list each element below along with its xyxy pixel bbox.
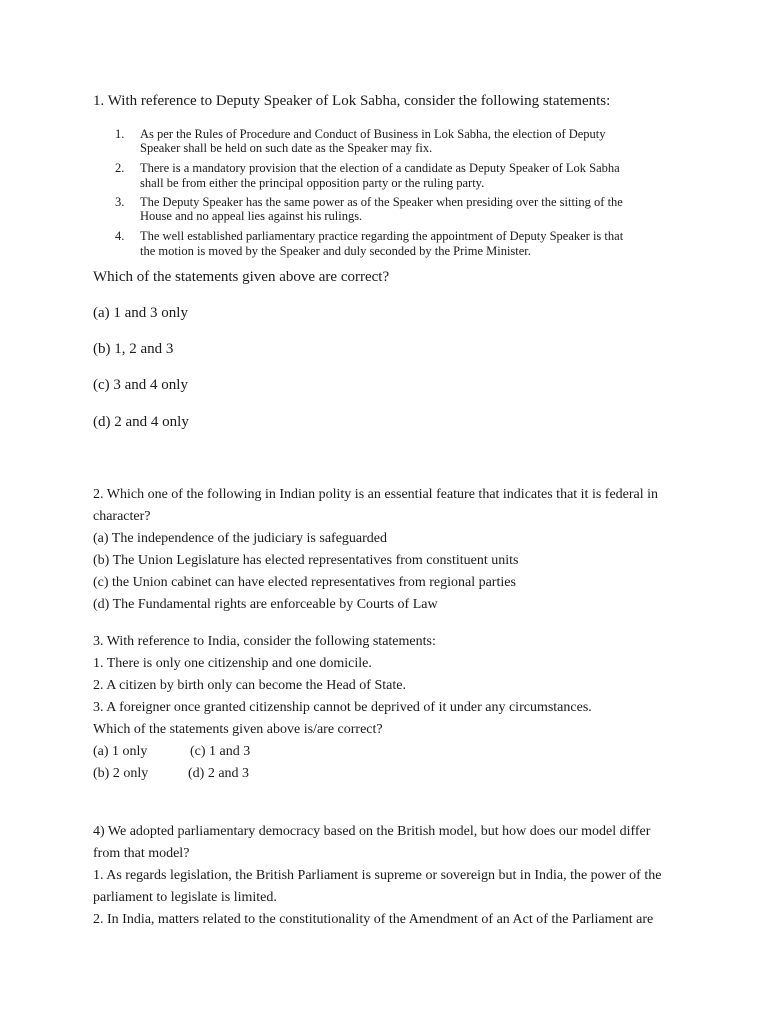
q3-question: Which of the statements given above is/are correct? <box>93 722 383 737</box>
q3-option-d: (d) 2 and 3 <box>188 766 250 781</box>
q1-option-c: (c) 3 and 4 only <box>93 377 188 393</box>
q4-stem-cont: from that model? <box>93 846 190 861</box>
q3-statement: 3. A foreigner once granted citizenship cannot be deprived of it under any circumstances. <box>93 700 592 715</box>
q3-option-a: (a) 1 only <box>93 744 148 759</box>
q1-statement-text-cont: Speaker shall be held on such date as the Speaker may fix. <box>140 141 433 155</box>
q4-statement: 1. As regards legislation, the British Parliament is supreme or sovereign but in India, the power of the <box>93 868 662 883</box>
q4-stem: 4) We adopted parliamentary democracy based on the British model, but how does our model differ <box>93 824 651 839</box>
q4-statement-cont: parliament to legislate is limited. <box>93 890 277 905</box>
q1-option-a: (a) 1 and 3 only <box>93 305 188 321</box>
q1-question: Which of the statements given above are correct? <box>93 269 390 285</box>
q2-option-a: (a) The independence of the judiciary is safeguarded <box>93 531 387 546</box>
q2-stem: 2. Which one of the following in Indian polity is an essential feature that indicates that it is federal in <box>93 487 659 502</box>
q1-option-d: (d) 2 and 4 only <box>93 414 189 430</box>
q3-statement: 1. There is only one citizenship and one domicile. <box>93 656 372 671</box>
q1-statement-text-cont: shall be from either the principal opposition party or the ruling party. <box>140 176 485 190</box>
q1-statement-number: 4. <box>115 229 125 243</box>
q1-option-b: (b) 1, 2 and 3 <box>93 341 174 357</box>
q2-option-d: (d) The Fundamental rights are enforceable by Courts of Law <box>93 597 438 612</box>
q1-statement-number: 1. <box>115 127 125 141</box>
q2-option-c: (c) the Union cabinet can have elected representatives from regional parties <box>93 575 516 590</box>
q3-option-b: (b) 2 only <box>93 766 149 781</box>
q3-statement: 2. A citizen by birth only can become the Head of State. <box>93 678 406 693</box>
q1-statement-text-cont: House and no appeal lies against his rulings. <box>140 209 363 223</box>
q1-stem: 1. With reference to Deputy Speaker of Lok Sabha, consider the following statements: <box>93 93 611 109</box>
q2-stem-cont: character? <box>93 509 151 524</box>
q2-option-b: (b) The Union Legislature has elected representatives from constituent units <box>93 553 519 568</box>
q1-statement-text: The Deputy Speaker has the same power as of the Speaker when presiding over the sitting of the <box>140 195 623 209</box>
q1-statement-number: 3. <box>115 195 125 209</box>
q1-statement-text: There is a mandatory provision that the election of a candidate as Deputy Speaker of Lok Sabha <box>140 161 620 175</box>
q1-statement-text-cont: the motion is moved by the Speaker and duly seconded by the Prime Minister. <box>140 244 531 258</box>
q1-statement-text: The well established parliamentary practice regarding the appointment of Deputy Speaker is that <box>140 229 624 243</box>
q1-statement-number: 2. <box>115 161 125 175</box>
q4-statement: 2. In India, matters related to the constitutionality of the Amendment of an Act of the Parliament are <box>93 912 654 927</box>
q3-option-c: (c) 1 and 3 <box>190 744 251 759</box>
q3-stem: 3. With reference to India, consider the following statements: <box>93 634 436 649</box>
q1-statement-text: As per the Rules of Procedure and Conduct of Business in Lok Sabha, the election of Deputy <box>140 127 606 141</box>
